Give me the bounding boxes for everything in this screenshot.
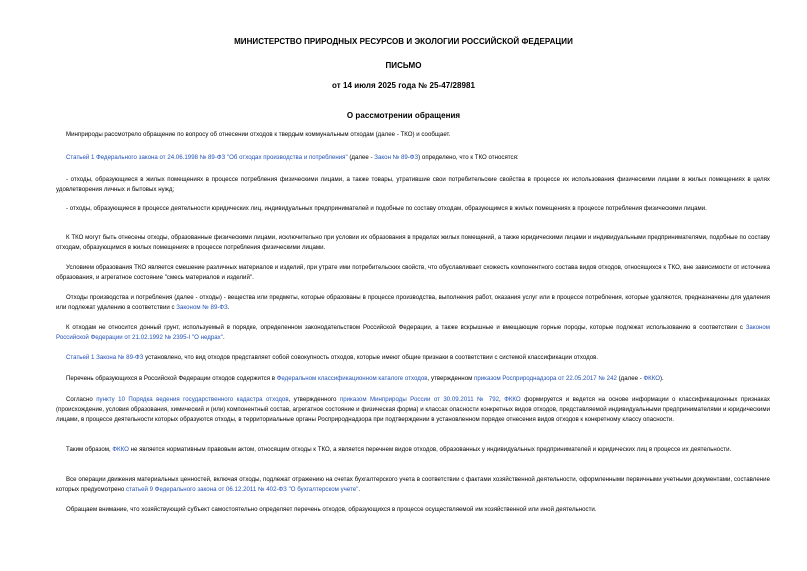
paragraph (56, 395, 770, 425)
law-reference-link[interactable]: ФККО (112, 446, 129, 453)
paragraph-text: не является нормативным правовым актом, относящим отходы к ТКО, а является перечнем видов отходов, образованных у индивидуальных предпринимателей и юридических лиц в процессе их деятельности. (128, 446, 732, 453)
paragraph (56, 323, 770, 343)
paragraph (56, 153, 770, 163)
paragraph-text: , утвержденном (427, 375, 475, 382)
law-reference-link[interactable]: Федеральном классификационном каталоге отходов (276, 375, 428, 382)
paragraph-text: ) определено, что к ТКО относятся: (418, 154, 519, 161)
paragraph-text: установлено, что вид отходов представляет собой совокупность отходов, которые имеют общие признаки в соответствии с системой классификации отходов. (143, 354, 599, 361)
paragraph-text: Согласно (66, 396, 97, 403)
paragraph (56, 263, 770, 283)
paragraph-text: ). (660, 375, 664, 382)
paragraph-text: , утвержденного (288, 396, 340, 403)
law-reference-link[interactable]: ФККО (643, 375, 660, 382)
paragraph-text: Все операции движения материальных ценностей, включая отходы, подлежат отражению на счетах бухгалтерского учета в соответствии с фактами хозяйственной деятельности, оформленными первичными учетными документами, составление которых предусмотрено (56, 476, 770, 494)
paragraph-text: К ТКО могут быть отнесены отходы, образованные физическими лицами, исключительно при условии их образования в пределах жилых помещений, а также юридическими лицами и индивидуальными предпринимателями, подобные по составу отходам, образующимся в жилых помещениях в процессе потребления физическими лицами. (56, 234, 770, 252)
paragraph-text: Перечень образующихся в Российской Федерации отходов содержится в (66, 375, 277, 382)
paragraph-text: Обращаем внимание, что хозяйствующий субъект самостоятельно определяет перечень отходов, образующихся в процессе осуществляемой им хозяйственной или иной деятельности. (66, 506, 597, 513)
law-reference-link[interactable]: приказом Минприроды России от 30.09.2011 № 792 (339, 396, 500, 403)
paragraph (56, 293, 770, 313)
paragraph-text: , (499, 396, 505, 403)
paragraph-text: - отходы, образующиеся в жилых помещениях в процессе потребления физическими лицами, а также товары, утратившие свои потребительские свойства в процессе их использования физическими лицами в жилых помещениях в целях удовлетворения личных и бытовых нужд; (56, 176, 770, 194)
law-reference-link[interactable]: Закон № 89-ФЗ (374, 154, 419, 161)
law-reference-link[interactable]: ФККО (504, 396, 521, 403)
document-type: ПИСЬМО (385, 61, 422, 70)
paragraph-text: - отходы, образующиеся в процессе деятельности юридических лиц, индивидуальных предпринимателей и подобные по составу отходам, образующимся в жилых помещениях в процессе потребления физическими лицами. (66, 205, 707, 212)
paragraph-text: формируется и ведется на основе информации о классификационных признаках (происхождение, условия образования, химический и (или) компонентный состав, агрегатное состояние и физическая форма) и классах опасности конкретных видов отходов, представляемой индивидуальными предпринимателями и юридическими лицами, в процессе деятельности которых образуются отходы, в территориальные органы Росприроднадзора при подтверждении в установленном порядке отнесения видов отходов к конкретному классу опасности. (56, 396, 770, 424)
paragraph-text: К отходам не относится донный грунт, используемый в порядке, определенном законодательством Российской Федерации, а также вскрышные и вмещающие горные породы, которые подлежат использованию в соответствии с (66, 324, 746, 331)
law-reference-link[interactable]: Законом Российской Федерации от 21.02.1992 № 2395-I "О недрах" (56, 324, 770, 342)
paragraph (56, 505, 770, 515)
document-date-number: от 14 июля 2025 года № 25-47/28981 (331, 81, 476, 90)
paragraph (56, 130, 770, 140)
law-reference-link[interactable]: приказом Росприроднадзора от 22.05.2017 № 242 (474, 375, 617, 382)
paragraph (56, 175, 770, 195)
paragraph (56, 204, 770, 214)
paragraph-text: (далее - (616, 375, 644, 382)
paragraph-text: . (227, 304, 230, 312)
paragraph-text: (далее - (347, 154, 375, 161)
law-reference-link[interactable]: Статьей 1 Федерального закона от 24.06.1998 № 89-ФЗ "Об отходах производства и потребления" (66, 154, 348, 161)
law-reference-link[interactable]: пункту 10 Порядка ведения государственного кадастра отходов (96, 396, 289, 403)
paragraph-text: Отходы производства и потребления (далее - отходы) - вещества или предметы, которые образованы в процессе производства, выполнения работ, оказания услуг или в процессе потребления, которые удаляются, предназначены для удаления или подлежат удалению в соответствии с (56, 294, 770, 312)
paragraph (56, 353, 770, 363)
ministry-heading: МИНИСТЕРСТВО ПРИРОДНЫХ РЕСУРСОВ И ЭКОЛОГИИ РОССИЙСКОЙ ФЕДЕРАЦИИ (234, 37, 573, 46)
paragraph (56, 374, 770, 384)
law-reference-link[interactable]: статьей 9 Федерального закона от 06.12.2011 № 402-ФЗ "О бухгалтерском учете" (126, 486, 359, 494)
paragraph (56, 445, 770, 455)
law-reference-link[interactable]: Законом № 89-ФЗ (176, 304, 228, 312)
paragraph-text: Минприроды рассмотрело обращение по вопросу об отнесении отходов к твердым коммунальным отходам (далее - ТКО) и сообщает. (66, 131, 451, 138)
paragraph (56, 475, 770, 495)
paragraph-text: Таким образом, (66, 446, 113, 453)
paragraph-text: . (358, 486, 361, 494)
document-subject: О рассмотрении обращения (346, 111, 461, 120)
paragraph (56, 233, 770, 253)
paragraph-text: . (222, 334, 225, 342)
paragraph-text: Условием образования ТКО является смешение различных материалов и изделий, при утрате ими потребительских свойств, что обуславливает схожесть компонентного состава видов отходов, относящихся к ТКО, вне зависимости от источника образования, и агрегатное состояние "смесь материалов и изделий". (56, 264, 770, 282)
law-reference-link[interactable]: Статьей 1 Закона № 89-ФЗ (66, 354, 144, 361)
